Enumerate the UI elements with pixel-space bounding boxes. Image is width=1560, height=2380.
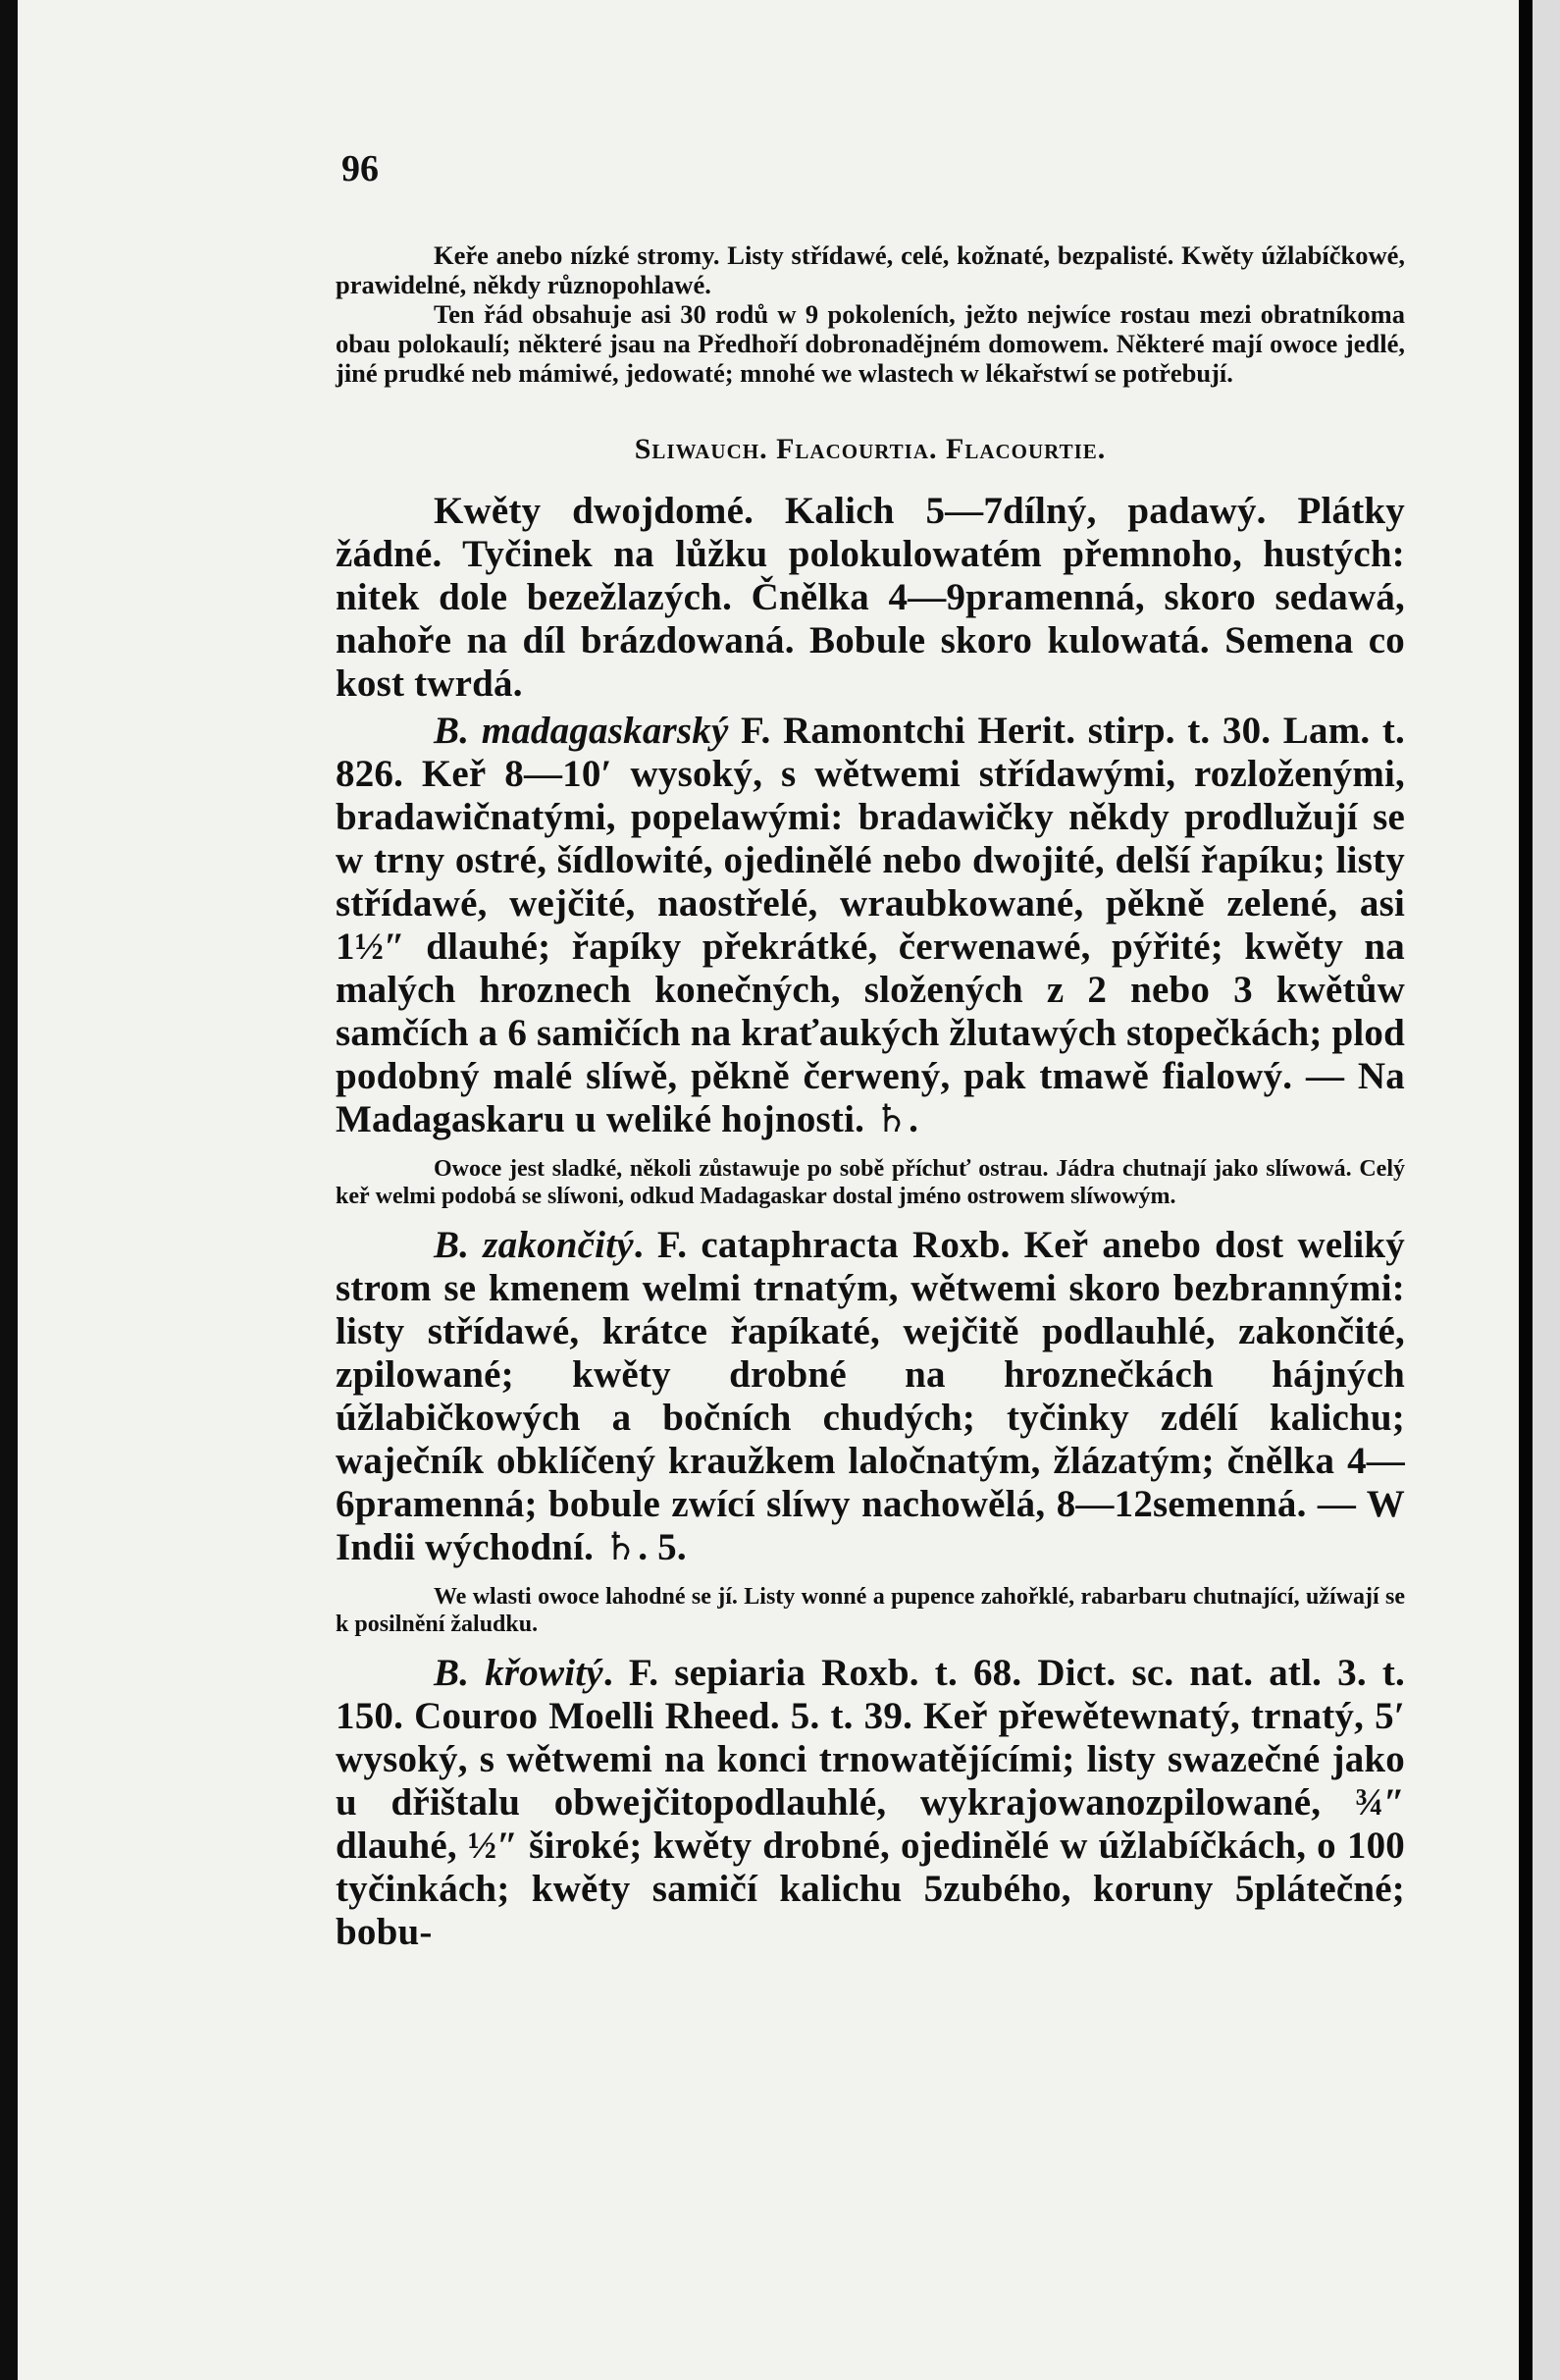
species-1-name: B. madagaskarský (434, 710, 729, 752)
species-2-text: . F. cataphracta Roxb. Keř anebo dost weliký strom se kmenem welmi trnatým, wětwemi skoro bezbrannými: listy střídawé, krátce řapíkaté, wejčitě podlauhlé, zakončité, zpilowané; kwěty drobné na hroznečkách hájných úžlabičkowých a bočních chudých; tyčinky zdélí kalichu; waječník obklíčený kraužkem laločnatým, žlázatým; čnělka 4—6pramenná; bobule zwící slíwy nachowělá, 8—12semenná. — W Indii wýchodní. ♄. 5. (336, 1224, 1405, 1568)
species-2 (336, 1224, 1405, 1569)
page-edge-shadow (1519, 0, 1533, 2380)
species-1-note: Owoce jest sladké, několi zůstawuje po sobě příchuť ostrau. Jádra chutnají jako slíwowá. Celý keř welmi podobá se slíwoni, odkud Madagaskar dostal jméno ostrowem slíwowým. (336, 1156, 1405, 1209)
species-1 (336, 710, 1405, 1141)
intro-paragraph-1: Keře anebo nízké stromy. Listy střídawé, celé, kožnaté, bezpalisté. Kwěty úžlabíčkowé, prawidelné, někdy různopohlawé. (336, 240, 1405, 299)
scan-border (1533, 0, 1560, 2380)
intro-paragraph-2: Ten řád obsahuje asi 30 rodů w 9 pokoleních, ježto nejwíce rostau mezi obratníkoma obau polokaulí; některé jsau na Předhoří dobronadějném domowem. Některé mají owoce jedlé, jiné prudké neb mámiwé, jedowaté; mnohé we wlastech w lékařstwí se potřebují. (336, 299, 1405, 388)
species-2-note: We wlasti owoce lahodné se jí. Listy wonné a pupence zahořklé, rabarbaru chutnající, užíwají se k posilnění žaludku. (336, 1584, 1405, 1637)
genus-description: Kwěty dwojdomé. Kalich 5—7dílný, padawý. Plátky žádné. Tyčinek na lůžku polokulowatém přemnoho, hustých: nitek dole bezežlazých. Čnělka 4—9pramenná, skoro sedawá, nahoře na díl brázdowaná. Bobule skoro kulowatá. Semena co kost twrdá. (336, 490, 1405, 705)
page-content (336, 240, 1405, 1954)
page-number: 96 (341, 148, 379, 189)
species-2-name: B. zakončitý (434, 1224, 634, 1266)
genus-heading: Sliwauch. Flacourtia. Flacourtie. (634, 433, 1107, 465)
species-3-name: B. křowitý (434, 1652, 603, 1694)
species-3-text: . F. sepiaria Roxb. t. 68. Dict. sc. nat. atl. 3. t. 150. Couroo Moelli Rheed. 5. t. 39. Keř přewětewnatý, trnatý, 5′ wysoký, s wětwemi na konci trnowatějícími; listy swazečné jako u dřištalu obwejčitopodlauhlé, wykrajowanozpilowané, ¾″ dlauhé, ½″ široké; kwěty drobné, ojedinělé w úžlabíčkách, o 100 tyčinkách; kwěty samičí kalichu 5zubého, koruny 5plátečné; bobu- (336, 1652, 1406, 1953)
species-3 (336, 1652, 1405, 1954)
species-1-text: F. Ramontchi Herit. stirp. t. 30. Lam. t. 826. Keř 8—10′ wysoký, s wětwemi střídawými, rozloženými, bradawičnatými, popelawými: bradawičky někdy prodlužují se w trny ostré, šídlowité, ojedinělé nebo dwojité, delší řapíku; listy střídawé, wejčité, naostřelé, wraubkowané, pěkně zelené, asi 1½″ dlauhé; řapíky překrátké, čerwenawé, pýřité; kwěty na malých hroznech konečných, složených z 2 nebo 3 kwětůw samčích a 6 samičích na kraťaukých žlutawých stopečkách; plod podobný malé slíwě, pěkně čerwený, pak tmawě fialowý. — Na Madagaskaru u weliké hojnosti. ♄. (336, 710, 1406, 1140)
